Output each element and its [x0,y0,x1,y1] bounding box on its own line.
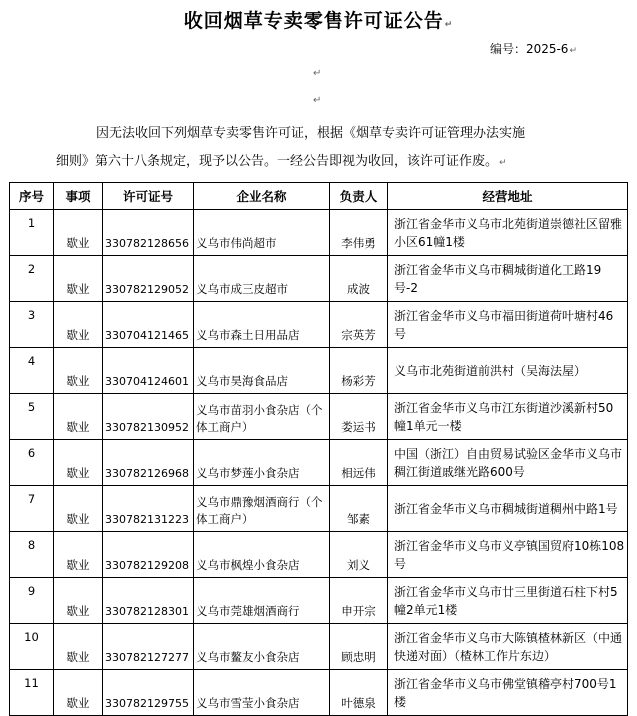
person-cell: 李伟勇 [330,210,388,256]
person-cell: 顾忠明 [330,624,388,670]
paragraph-mark-icon: ↵ [499,158,507,168]
address-cell: 浙江省金华市义乌市稠城街道化工路19号-2 [388,256,628,302]
address-cell: 中国（浙江）自由贸易试验区金华市义乌市稠江街道戚继光路600号 [388,440,628,486]
paragraph-mark-icon: ↵ [569,46,577,56]
address-cell: 浙江省金华市义乌市义亭镇国贸府10栋108号 [388,532,628,578]
address-cell: 浙江省金华市义乌市北苑街道崇德社区留雅小区61幢1楼 [388,210,628,256]
seq-cell: 3 [10,302,54,348]
address-cell: 浙江省金华市义乌市稠城街道稠州中路1号 [388,486,628,532]
seq-cell: 2 [10,256,54,302]
paragraph-mark-icon: ↵ [444,20,454,30]
permit-number-cell: 330782128656 [103,210,194,256]
address-cell: 浙江省金华市义乌市福田街道荷叶塘村46号 [388,302,628,348]
table-row [10,486,628,532]
table-row [10,578,628,624]
header-item: 事项 [54,183,103,210]
header-permit: 许可证号 [103,183,194,210]
person-cell: 邹素 [330,486,388,532]
table-row [10,670,628,716]
item-cell: 歇业 [54,486,103,532]
table-row [10,302,628,348]
item-cell: 歇业 [54,532,103,578]
seq-cell: 11 [10,670,54,716]
permit-number-cell: 330782131223 [103,486,194,532]
company-name-cell: 义乌市鳌友小食杂店 [194,624,330,670]
seq-cell: 10 [10,624,54,670]
seq-cell: 7 [10,486,54,532]
table-row [10,624,628,670]
address-cell: 浙江省金华市义乌市佛堂镇稽亭村700号1楼 [388,670,628,716]
header-person: 负责人 [330,183,388,210]
company-name-cell: 义乌市苗羽小食杂店（个体工商户） [194,394,330,440]
table-header-row [10,183,628,210]
table-body [10,210,628,716]
company-name-cell: 义乌市枫煌小食杂店 [194,532,330,578]
permit-number-cell: 330782129208 [103,532,194,578]
body-line-2: 细则》第六十八条规定，现予以公告。一经公告即视为收回，该许可证作废。↵ [56,154,507,169]
seq-cell: 4 [10,348,54,394]
item-cell: 歇业 [54,440,103,486]
company-name-cell: 义乌市鼎豫烟酒商行（个体工商户） [194,486,330,532]
document-number: 编号：2025-6↵ [489,42,577,56]
permit-number-cell: 330704124601 [103,348,194,394]
permit-number-cell: 330782129755 [103,670,194,716]
seq-cell: 1 [10,210,54,256]
company-name-cell: 义乌市昊海食品店 [194,348,330,394]
announcement-body [20,120,620,177]
item-cell: 歇业 [54,210,103,256]
item-cell: 歇业 [54,302,103,348]
permit-number-cell: 330782126968 [103,440,194,486]
person-cell: 相远伟 [330,440,388,486]
seq-cell: 5 [10,394,54,440]
page-title: 收回烟草专卖零售许可证公告↵ [183,10,454,32]
item-cell: 歇业 [54,256,103,302]
permit-number-cell: 330782128301 [103,578,194,624]
table-row [10,210,628,256]
person-cell: 杨彩芳 [330,348,388,394]
company-name-cell: 义乌市莞雄烟酒商行 [194,578,330,624]
table-row [10,440,628,486]
permit-number-cell: 330782129052 [103,256,194,302]
table-row [10,394,628,440]
seq-cell: 9 [10,578,54,624]
permit-number-cell: 330782127277 [103,624,194,670]
address-cell: 浙江省金华市义乌市廿三里街道石柱下村5幢2单元1楼 [388,578,628,624]
seq-cell: 6 [10,440,54,486]
person-cell: 叶德泉 [330,670,388,716]
header-seq: 序号 [10,183,54,210]
header-address: 经营地址 [388,183,628,210]
company-name-cell: 义乌市梦莲小食杂店 [194,440,330,486]
paragraph-mark-icon: ↵ [313,95,322,106]
paragraph-mark-icon: ↵ [313,68,322,79]
person-cell: 成波 [330,256,388,302]
permit-number-cell: 330704121465 [103,302,194,348]
company-name-cell: 义乌市森土日用品店 [194,302,330,348]
permit-number-cell: 330782130952 [103,394,194,440]
item-cell: 歇业 [54,348,103,394]
body-line-1: 因无法收回下列烟草专卖零售许可证，根据《烟草专卖许可证管理办法实施 [96,126,526,141]
company-name-cell: 义乌市伟尚超市 [194,210,330,256]
header-company: 企业名称 [194,183,330,210]
item-cell: 歇业 [54,394,103,440]
table-row [10,256,628,302]
item-cell: 歇业 [54,670,103,716]
person-cell: 申开宗 [330,578,388,624]
person-cell: 娄运书 [330,394,388,440]
table-row [10,348,628,394]
permit-table [9,182,628,716]
company-name-cell: 义乌市成三皮超市 [194,256,330,302]
item-cell: 歇业 [54,624,103,670]
address-cell: 浙江省金华市义乌市江东街道沙溪新村50幢1单元一楼 [388,394,628,440]
address-cell: 浙江省金华市义乌市大陈镇楂林新区（中通快递对面）（楂林工作片东边） [388,624,628,670]
company-name-cell: 义乌市雪莹小食杂店 [194,670,330,716]
item-cell: 歇业 [54,578,103,624]
seq-cell: 8 [10,532,54,578]
table-row [10,532,628,578]
person-cell: 刘义 [330,532,388,578]
address-cell: 义乌市北苑街道前洪村（吴海法屋） [388,348,628,394]
person-cell: 宗英芳 [330,302,388,348]
